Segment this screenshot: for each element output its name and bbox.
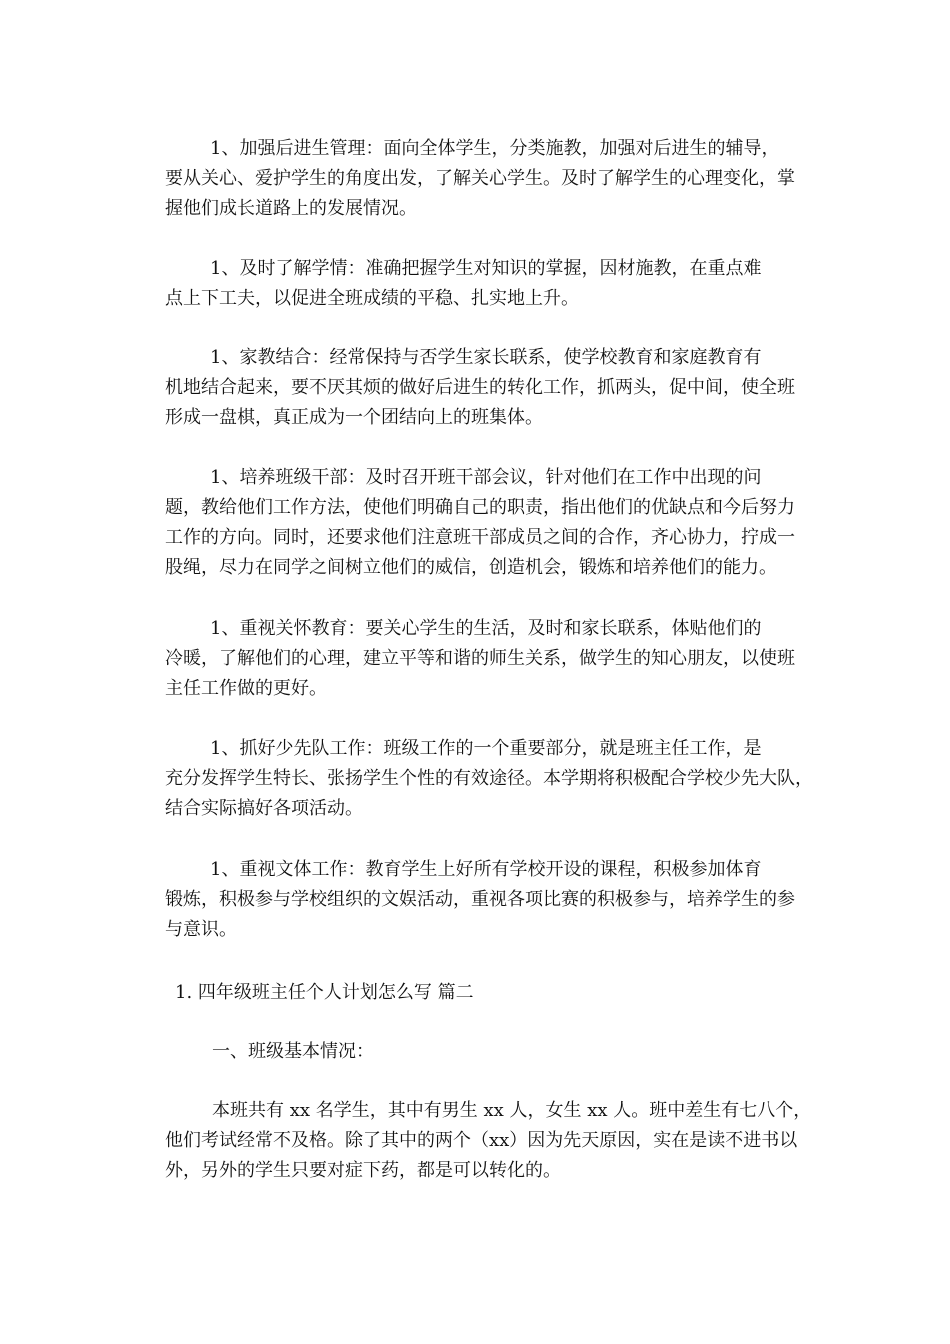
paragraph-class-cadres [210, 463, 820, 493]
text-line: 外，另外的学生只要对症下药，都是可以转化的。 [165, 1160, 561, 1181]
paragraph-class-cadres-cont [165, 493, 815, 583]
paragraph-family [210, 343, 820, 373]
paragraph-family-cont [165, 373, 815, 433]
text-line: 1、家教结合：经常保持与否学生家长联系，使学校教育和家庭教育有 [210, 347, 762, 368]
text-line: 1、重视关怀教育：要关心学生的生活，及时和家长联系，体贴他们的 [210, 618, 762, 639]
text-line: 冷暖，了解他们的心理，建立平等和谐的师生关系，做学生的知心朋友，以使班 [165, 648, 795, 669]
text-line: 点上下工夫，以促进全班成绩的平稳、扎实地上升。 [165, 288, 579, 309]
text-line: 要从关心、爱护学生的角度出发，了解关心学生。及时了解学生的心理变化，掌 [165, 168, 795, 189]
paragraph-sports-culture [210, 855, 820, 885]
text-line: 锻炼，积极参与学校组织的文娱活动，重视各项比赛的积极参与，培养学生的参 [165, 889, 795, 910]
paragraph-class-situation-cont [165, 1126, 815, 1186]
text-line: 机地结合起来，要不厌其烦的做好后进生的转化工作，抓两头，促中间，使全班 [165, 377, 795, 398]
text-line: 与意识。 [165, 919, 237, 940]
text-line: 主任工作做的更好。 [165, 678, 327, 699]
paragraph-young-pioneers [210, 734, 820, 764]
paragraph-management [210, 134, 820, 164]
text-line: 股绳，尽力在同学之间树立他们的威信，创造机会，锻炼和培养他们的能力。 [165, 557, 777, 578]
paragraph-sports-culture-cont [165, 885, 815, 945]
text-line: 1、培养班级干部：及时召开班干部会议，针对他们在工作中出现的问 [210, 467, 762, 488]
paragraph-care [210, 614, 820, 644]
paragraph-young-pioneers-cont [165, 764, 825, 824]
section-title: 1. 四年级班主任个人计划怎么写 篇二 [175, 982, 474, 1003]
text-line: 握他们成长道路上的发展情况。 [165, 198, 417, 219]
paragraph-learning [210, 254, 820, 284]
text-line: 形成一盘棋，真正成为一个团结向上的班集体。 [165, 407, 543, 428]
paragraph-management-cont [165, 164, 815, 224]
text-line: 工作的方向。同时，还要求他们注意班干部成员之间的合作，齐心协力，拧成一 [165, 527, 795, 548]
text-line: 1、及时了解学情：准确把握学生对知识的掌握，因材施教，在重点难 [210, 258, 762, 279]
text-line: 他们考试经常不及格。除了其中的两个（xx）因为先天原因，实在是读不进书以 [165, 1130, 798, 1151]
text-line: 题，教给他们工作方法，使他们明确自己的职责，指出他们的优缺点和今后努力 [165, 497, 795, 518]
paragraph-class-situation [212, 1096, 822, 1126]
text-line: 1、加强后进生管理：面向全体学生，分类施教，加强对后进生的辅导， [210, 138, 780, 159]
text-line: 1、抓好少先队工作：班级工作的一个重要部分，就是班主任工作，是 [210, 738, 762, 759]
text-line: 1、重视文体工作：教育学生上好所有学校开设的课程，积极参加体育 [210, 859, 762, 880]
text-line: 本班共有 xx 名学生，其中有男生 xx 人，女生 xx 人。班中差生有七八个， [212, 1100, 812, 1121]
subheading-class-basics: 一、班级基本情况： [212, 1041, 374, 1062]
paragraph-learning-cont [165, 284, 815, 314]
paragraph-care-cont [165, 644, 815, 704]
text-line: 结合实际搞好各项活动。 [165, 798, 363, 819]
text-line: 充分发挥学生特长、张扬学生个性的有效途径。本学期将积极配合学校少先大队， [165, 768, 813, 789]
